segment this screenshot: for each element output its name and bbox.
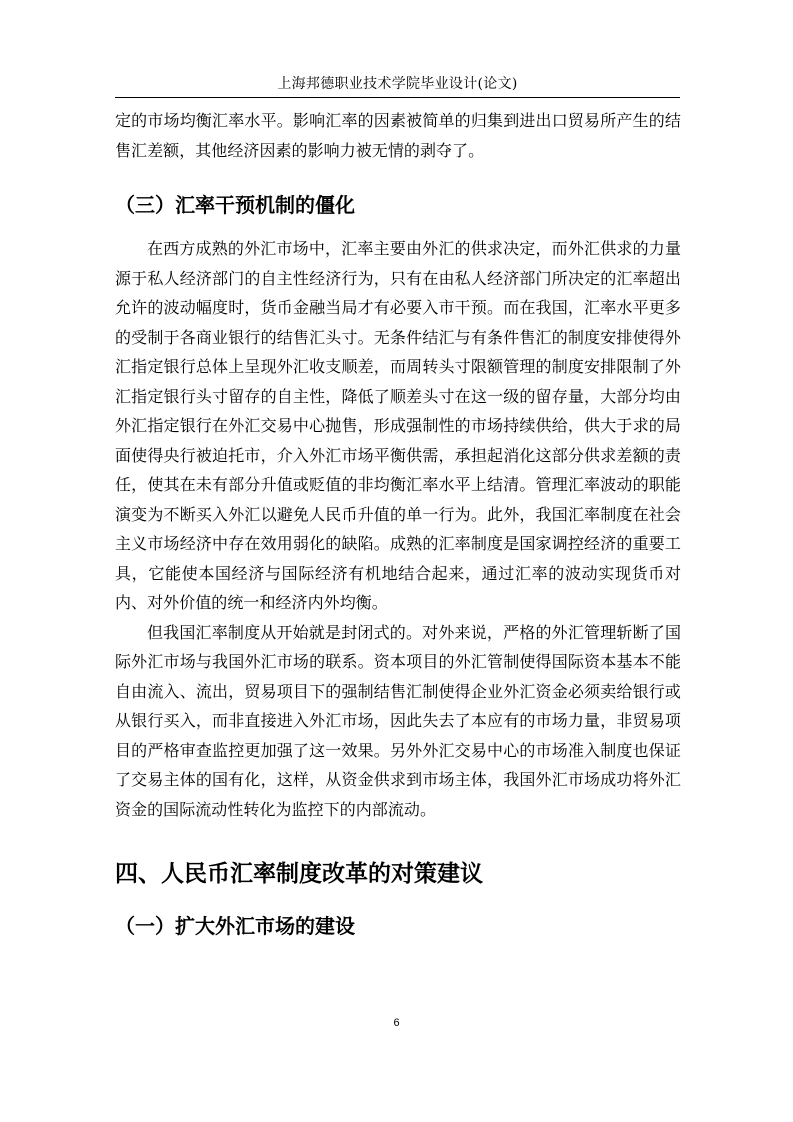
page-number: 6 <box>393 1017 400 1029</box>
paragraph: 但我国汇率制度从开始就是封闭式的。对外来说，严格的外汇管理斩断了国际外汇市场与我国外汇市场的联系。资本项目的外汇管制使得国际资本基本不能自由流入、流出，贸易项目下的强制结售汇制使得企业外汇资金必须卖给银行或从银行买入，而非直接进入外汇市场，因此失去了本应有的市场力量，非贸易项目的严格审查监控更加强了这一效果。另外外汇交易中心的市场准入制度也保证了交易主体的国有化，这样，从资金供求到市场主体，我国外汇市场成功将外汇资金的国际流动性转化为监控下的内部流动。 <box>115 622 681 819</box>
chapter-heading: 四、人民币汇率制度改革的对策建议 <box>115 861 483 887</box>
subsection-heading: （一）扩大外汇市场的建设 <box>115 914 355 938</box>
paragraph-continued: 定的市场均衡汇率水平。影响汇率的因素被简单的归集到进出口贸易所产生的结售汇差额，其他经济因素的影响力被无情的剥夺了。 <box>115 111 681 160</box>
section-heading: （三）汇率干预机制的僵化 <box>115 193 355 217</box>
header-rule <box>115 97 680 98</box>
page-content <box>115 106 681 941</box>
paragraph: 在西方成熟的外汇市场中，汇率主要由外汇的供求决定，而外汇供求的力量源于私人经济部门的自主性经济行为，只有在由私人经济部门所决定的汇率超出允许的波动幅度时，货币金融当局才有必要入市干预。而在我国，汇率水平更多的受制于各商业银行的结售汇头寸。无条件结汇与有条件售汇的制度安排使得外汇指定银行总体上呈现外汇收支顺差，而周转头寸限额管理的制度安排限制了外汇指定银行头寸留存的自主性，降低了顺差头寸在这一级的留存量，大部分均由外汇指定银行在外汇交易中心抛售，形成强制性的市场持续供给，供大于求的局面使得央行被迫托市，介入外汇市场平衡供需，承担起消化这部分供求差额的责任，使其在未有部分升值或贬值的非均衡汇率水平上结清。管理汇率波动的职能演变为不断买入外汇以避免人民币升值的单一行为。此外，我国汇率制度在社会主义市场经济中存在效用弱化的缺陷。成熟的汇率制度是国家调控经济的重要工具，它能使本国经济与国际经济有机地结合起来，通过汇率的波动实现货币对内、对外价值的统一和经济内外均衡。 <box>115 239 681 612</box>
page-header: 上海邦德职业技术学院毕业设计(论文) <box>277 76 518 92</box>
